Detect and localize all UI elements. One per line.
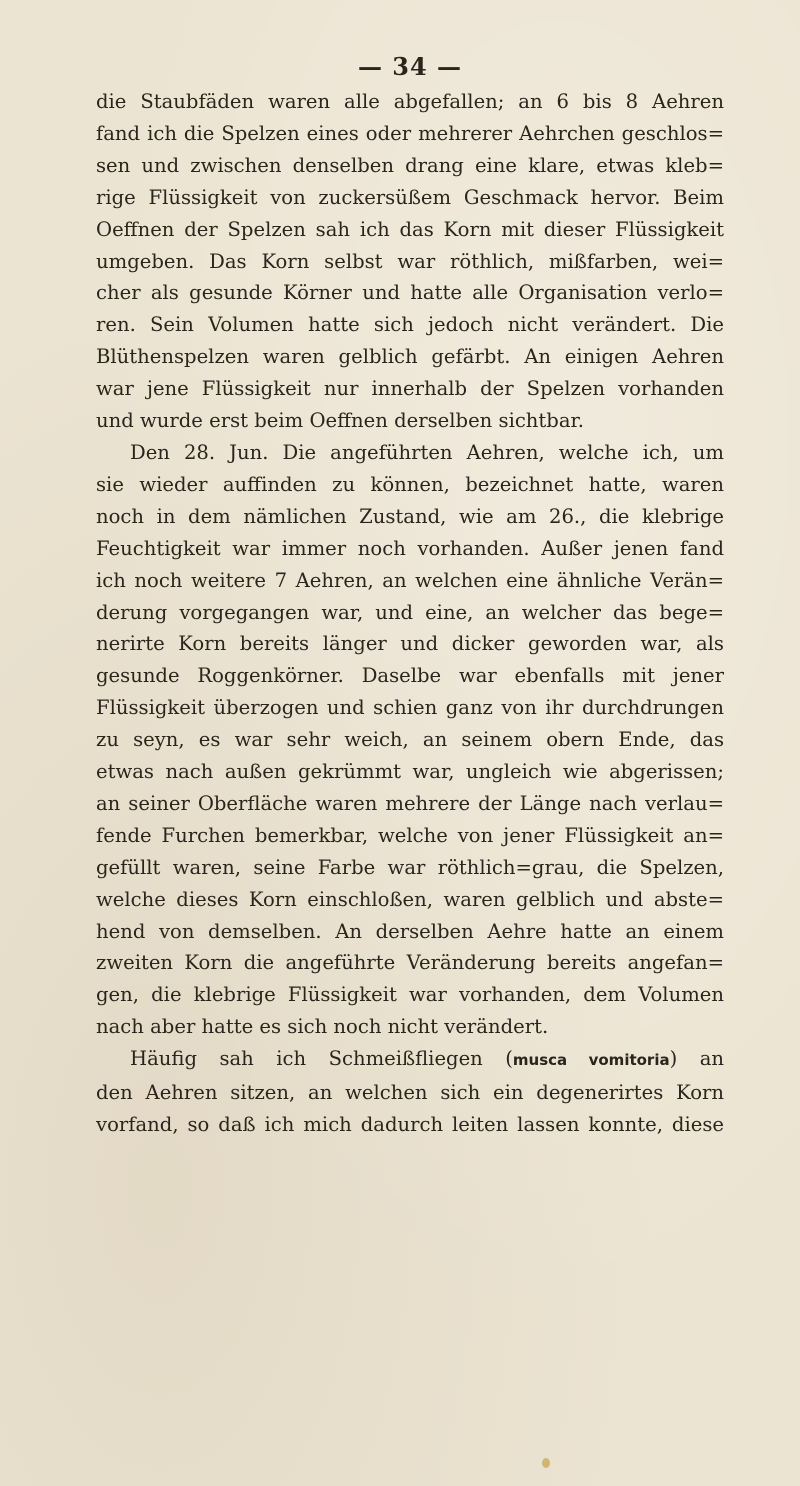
text-line-1: die Staubfäden waren alle abgefallen; an 6 bis 8 Aehren (96, 90, 724, 113)
text-line-32: den Aehren sitzen, an welchen sich ein degenerirtes Korn (96, 1081, 724, 1105)
paper-stain (542, 1458, 550, 1468)
text-line-28: zweiten Korn die angeführte Veränderung bereits angefan= (96, 951, 724, 975)
text-line-25: gefüllt waren, seine Farbe war röthlich=grau, die Spelzen, (96, 855, 724, 879)
text-line-31-start: Häufig sah ich Schmeißfliegen ( (130, 1047, 513, 1071)
text-line-21: zu seyn, es war sehr weich, an seinem obern Ende, das (96, 728, 724, 752)
text-line-19: gesunde Roggenkörner. Daselbe war ebenfalls mit jener (96, 664, 724, 688)
text-line-20: Flüssigkeit überzogen und schien ganz von ihr durchdrungen (96, 696, 724, 720)
text-line-9: Blüthenspelzen waren gelblich gefärbt. An einigen Aehren (96, 345, 724, 369)
text-line-23: an seiner Oberfläche waren mehrere der Länge nach verlau= (96, 791, 724, 815)
text-line-16: ich noch weitere 7 Aehren, an welchen eine ähnliche Verän= (96, 568, 724, 592)
text-line-14: noch in dem nämlichen Zustand, wie am 26., die klebrige (96, 504, 724, 528)
text-line-11: und wurde erst beim Oeffnen derselben sichtbar. (96, 409, 584, 433)
text-line-2: fand ich die Spelzen eines oder mehrerer Aehrchen geschlos= (96, 121, 724, 145)
text-line-12: Den 28. Jun. Die angeführten Aehren, welche ich, um (130, 440, 724, 464)
text-line-6: umgeben. Das Korn selbst war röthlich, mißfarben, wei= (96, 249, 724, 273)
text-line-3: sen und zwischen denselben drang eine klare, etwas kleb= (96, 153, 724, 177)
text-line-26: welche dieses Korn einschloßen, waren gelblich und abste= (96, 887, 724, 911)
latin-species-name: musca vomitoria (512, 1051, 670, 1070)
text-line-4: rige Flüssigkeit von zuckersüßem Geschmack hervor. Beim (96, 185, 724, 209)
text-line-27: hend von demselben. An derselben Aehre hatte an einem (96, 919, 724, 943)
text-line-30: nach aber hatte es sich noch nicht verändert. (96, 1015, 549, 1039)
text-line-8: ren. Sein Volumen hatte sich jedoch nicht verändert. Die (96, 313, 724, 337)
text-line-31 (96, 1043, 724, 1077)
text-line-31-end: ) an (669, 1047, 724, 1071)
text-line-24: fende Furchen bemerkbar, welche von jener Flüssigkeit an= (96, 823, 724, 847)
body-text (96, 86, 724, 1141)
text-line-10: war jene Flüssigkeit nur innerhalb der Spelzen vorhanden (96, 377, 724, 401)
text-line-15: Feuchtigkeit war immer noch vorhanden. Außer jenen fand (96, 536, 724, 560)
page-header (96, 48, 724, 84)
text-line-22: etwas nach außen gekrümmt war, ungleich wie abgerissen; (96, 760, 724, 784)
page-number: — 34 — (357, 51, 463, 81)
text-line-29: gen, die klebrige Flüssigkeit war vorhanden, dem Volumen (96, 983, 724, 1007)
text-line-18: nerirte Korn bereits länger und dicker geworden war, als (96, 632, 724, 656)
text-line-33: vorfand, so daß ich mich dadurch leiten lassen konnte, diese (96, 1113, 724, 1136)
text-line-13: sie wieder auffinden zu können, bezeichnet hatte, waren (96, 472, 724, 496)
text-line-17: derung vorgegangen war, und eine, an welcher das bege= (96, 600, 724, 624)
text-line-7: cher als gesunde Körner und hatte alle Organisation verlo= (96, 281, 724, 305)
text-line-5: Oeffnen der Spelzen sah ich das Korn mit dieser Flüssigkeit (96, 217, 724, 241)
